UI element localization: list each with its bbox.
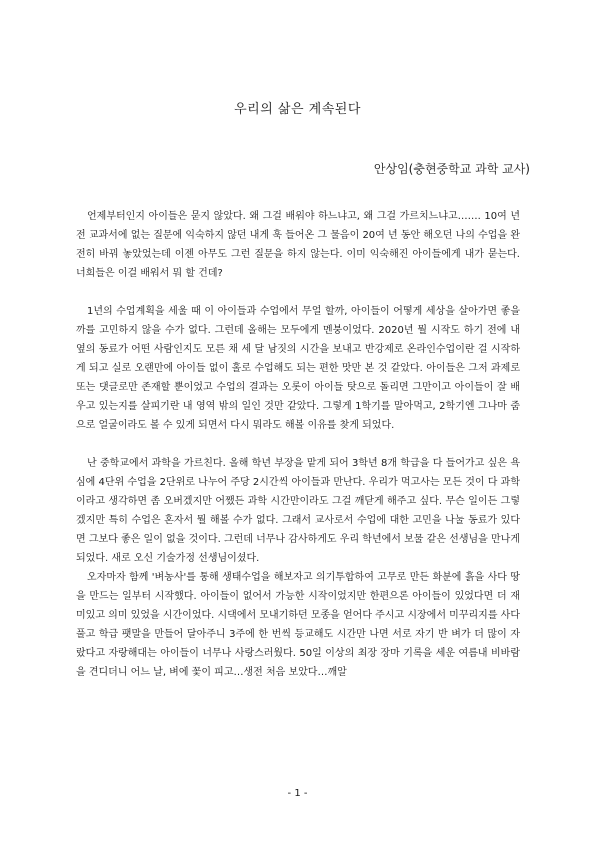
page-number: - 1 - <box>287 788 308 799</box>
paragraph-1: 언제부터인지 아이들은 묻지 않았다. 왜 그걸 배워야 하느냐고, 왜 그걸 가르치느냐고……. 10여 년 전 교과서에 없는 질문에 익숙하지 않던 내게 훅 들어온 그 물음이 20여 년 동안 해오던 나의 수업을 완전히 바꿔 놓았었는데 이젠 아무도 그런 질문을 하지 않는다. 이미 익숙해진 아이들에게 내가 묻는다. 너희들은 이걸 배워서 뭐 할 건데? <box>76 211 520 279</box>
paragraph-gap <box>76 283 520 302</box>
paragraph-4: 오자마자 함께 '벼농사'를 통해 생태수업을 해보자고 의기투합하여 고무로 만든 화분에 흙을 사다 땅을 만드는 일부터 시작했다. 아이들이 없어서 가능한 시작이었지만 한편으론 아이들이 있었다면 더 재미있고 의미 있었을 시간이었다. 시댁에서 모내기하던 모종을 얻어다 주시고 시장에서 미꾸리지를 사다 풀고 학급 팻말을 만들어 달아주니 3주에 한 번씩 등교해도 시간만 나면 서로 자기 반 벼가 더 많이 자랐다고 자랑해대는 아이들이 너무나 사랑스러웠다. 50일 이상의 최장 장마 기록을 세운 여름내 비바람을 견디더니 어느 날, 벼에 꽃이 피고…생전 처음 보았다…깨알 <box>76 572 520 678</box>
paragraph-2: 1년의 수업계획을 세울 때 이 아이들과 수업에서 무얼 할까, 아이들이 어떻게 세상을 살아가면 좋을까를 고민하지 않을 수가 없다. 그런데 올해는 모두에게 멘붕이었다. 2020년 뭘 시작도 하기 전에 내 옆의 동료가 어떤 사람인지도 모른 채 세 달 남짓의 시간을 보내고 반강제로 온라인수업이란 걸 시작하게 되고 실로 오랜만에 아이들 없이 홀로 수업해도 되는 편한 맛만 본 것 같았다. 아이들은 그저 과제로 또는 댓글로만 존재할 뿐이었고 수업의 결과는 오롯이 아이들 탓으로 돌리면 그만이고 아이들이 잘 배우고 있는지를 살피기란 내 영역 밖의 일인 것만 같았다. 그렇게 1학기를 말아먹고, 2학기엔 그나마 줌으로 얼굴이라도 볼 수 있게 되면서 다시 뭐라도 해볼 이유를 찾게 되었다. <box>76 306 520 431</box>
document-title: 우리의 삶은 계속된다 <box>234 102 361 117</box>
paragraph-gap <box>76 435 520 454</box>
document-body <box>76 207 520 682</box>
author-line: 안상임(충현중학교 과학 교사) <box>373 162 530 176</box>
paragraph-3: 난 중학교에서 과학을 가르친다. 올해 학년 부장을 맡게 되어 3학년 8개 학급을 다 들어가고 싶은 욕심에 4단위 수업을 2단위로 나누어 주당 2시간씩 아이들과 만난다. 우리가 먹고사는 모든 것이 다 과학이라고 생각하면 좀 오버겠지만 어쨌든 과학 시간만이라도 그걸 깨닫게 해주고 싶다. 무슨 일이든 그렇겠지만 특히 수업은 혼자서 뭘 해볼 수가 없다. 그래서 교사로서 수업에 대한 고민을 나눌 동료가 있다면 그보다 좋은 일이 없을 것이다. 그런데 너무나 감사하게도 우리 학년에서 보물 같은 선생님을 만나게 되었다. 새로 오신 기술가정 선생님이셨다. <box>76 458 520 564</box>
